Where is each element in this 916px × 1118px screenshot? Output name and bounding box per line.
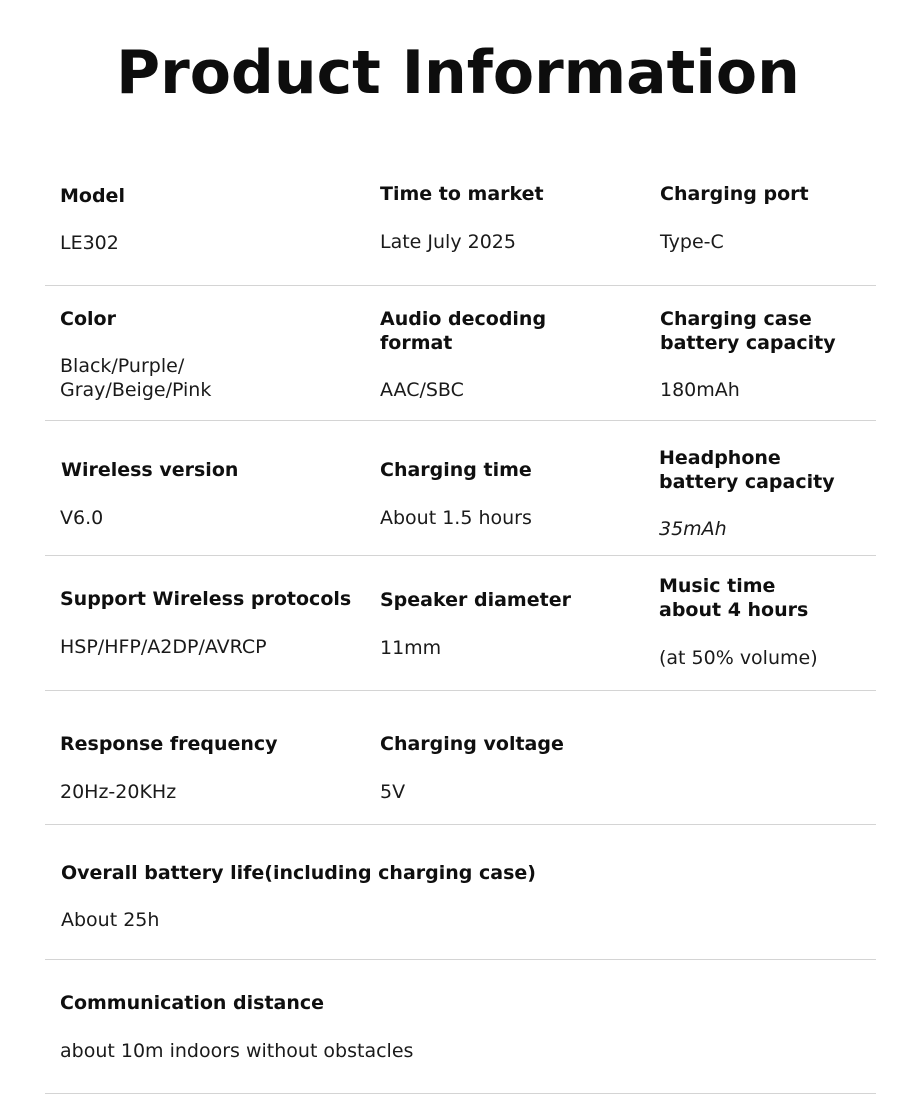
model-value: LE302 [60,232,119,254]
model-label: Model [60,185,125,207]
color-value-line1: Black/Purple/ [60,355,185,377]
wireless-version-label: Wireless version [61,459,239,481]
audio-decoding-label-line2: format [380,332,453,354]
row-divider [45,824,876,825]
speaker-diameter-value: 11mm [380,637,442,659]
music-time-label-line1: Music time [659,575,776,597]
case-battery-value: 180mAh [660,379,740,401]
headphone-battery-value: 35mAh [659,518,727,540]
color-value-line2: Gray/Beige/Pink [60,379,212,401]
row-divider [45,420,876,421]
headphone-battery-label-line1: Headphone [659,447,781,469]
charging-voltage-label: Charging voltage [380,733,564,755]
row-divider [45,555,876,556]
row-divider [45,959,876,960]
wireless-protocols-value: HSP/HFP/A2DP/AVRCP [60,636,267,658]
speaker-diameter-label: Speaker diameter [380,589,571,611]
communication-distance-value: about 10m indoors without obstacles [60,1040,414,1062]
battery-life-label: Overall battery life(including charging case) [61,862,536,884]
music-time-value: (at 50% volume) [659,647,818,669]
headphone-battery-label-line2: battery capacity [659,471,835,493]
charging-voltage-value: 5V [380,781,406,803]
row-divider [45,690,876,691]
audio-decoding-label-line1: Audio decoding [380,308,547,330]
case-battery-label-line1: Charging case [660,308,812,330]
case-battery-label-line2: battery capacity [660,332,836,354]
charging-port-value: Type-C [660,231,724,253]
time-to-market-label: Time to market [380,183,544,205]
music-time-label-line2: about 4 hours [659,599,809,621]
response-frequency-label: Response frequency [60,733,278,755]
color-label: Color [60,308,116,330]
response-frequency-value: 20Hz-20KHz [60,781,177,803]
time-to-market-value: Late July 2025 [380,231,516,253]
audio-decoding-value: AAC/SBC [380,379,464,401]
wireless-protocols-label: Support Wireless protocols [60,588,352,610]
row-divider [45,285,876,286]
charging-port-label: Charging port [660,183,809,205]
battery-life-value: About 25h [61,909,160,931]
row-divider [45,1093,876,1094]
page-title: Product Information [116,38,800,108]
communication-distance-label: Communication distance [60,992,325,1014]
charging-time-label: Charging time [380,459,532,481]
wireless-version-value: V6.0 [60,507,104,529]
charging-time-value: About 1.5 hours [380,507,532,529]
